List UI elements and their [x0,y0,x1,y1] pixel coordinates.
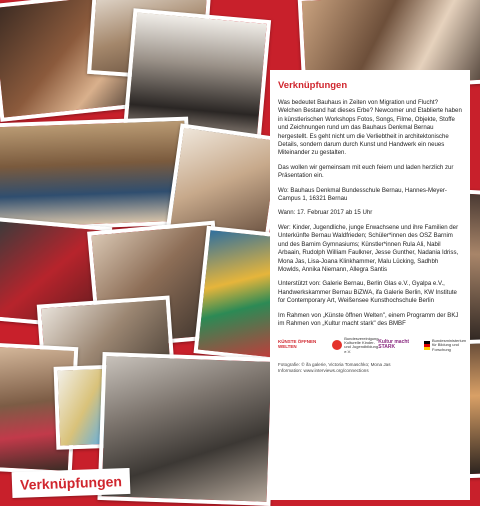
supporters-paragraph: Unterstützt von: Galerie Bernau, Berlin Glas e.V., Gyalpa e.V., Handwerkskammer Bernau BiZWA, ifa Galerie Berlin, KW Institute for Contemporary Art, Weißensee Kunsthochschule Berlin [278,280,457,305]
intro-paragraph: Was bedeutet Bauhaus in Zeiten von Migration und Flucht? Welchen Bestand hat dieses Erbe? Newcomer und Etablierte haben in künstlerischen Workshops Fotos, Songs, Filme, Objekte, Stoffe und Zeichnungen rund um das Bauhaus Denkmal Bernau hergestellt. Es geht nicht um die Verliebtheit in architektonische Details, sondern darum durch Kunst und Handwerk ein neues Miteinander zu gestalten. [278,99,462,157]
bkj-icon [332,340,342,350]
credits [278,362,462,374]
bkj-logo-text: Bundesvereinigung Kulturelle Kinder- und Jugendbildung e.V. [344,335,379,354]
program-paragraph: Im Rahmen von „Künste öffnen Welten", einem Programm der BKJ im Rahmen von „Kultur macht stark" des BMBF [278,311,459,327]
banner-title: Verknüpfungen [19,473,123,493]
info-panel [270,70,470,500]
federal-eagle-icon [424,341,430,350]
location-paragraph: Wo: Bauhaus Denkmal Bundesschule Bernau, Hannes-Meyer-Campus 1, 16321 Bernau [278,186,447,203]
title-banner [12,468,131,498]
participants-paragraph: Wer: Kinder, Jugendliche, junge Erwachsene und ihre Familien der Unterkünfte Bernau Waldfrieden; Schüler*innen des OSZ Barnim und des Barnim Gymnasiums; Künstler*innen Rula Ali, Nabil Arbaain, Rudolph William Faulkner, Jesse Gunther, Nadania Idriss, Mona Jas, Lisa-Joana Klinkhammer, Malu Lücking, Sadhbh Mowlds, Annika Niemann, Allegra Santis [278,223,459,273]
sponsor-logos [278,334,467,356]
invitation-paragraph: Das wollen wir gemeinsam mit euch feiern und laden herzlich zur Präsentation ein. [278,163,454,180]
bkj-logo [332,337,378,355]
photo-classroom [0,117,192,232]
photo-credit: Fotografie: © ifa galerie, Victoria Tomaschko; Mona Jas [278,362,391,368]
info-url: Information: www.interviews.org/connections [278,368,369,374]
kuenste-oeffnen-welten-logo: KÜNSTE ÖFFNEN WELTEN [278,339,317,350]
date-paragraph: Wann: 17. Februar 2017 ab 15 Uhr [278,209,373,217]
bmbf-logo [424,337,467,352]
kultur-macht-stark-logo: Kultur macht STARK [378,338,410,351]
panel-title: Verknüpfungen [278,80,348,91]
bmbf-logo-text: Bundesministerium für Bildung und Forschung [432,337,467,352]
